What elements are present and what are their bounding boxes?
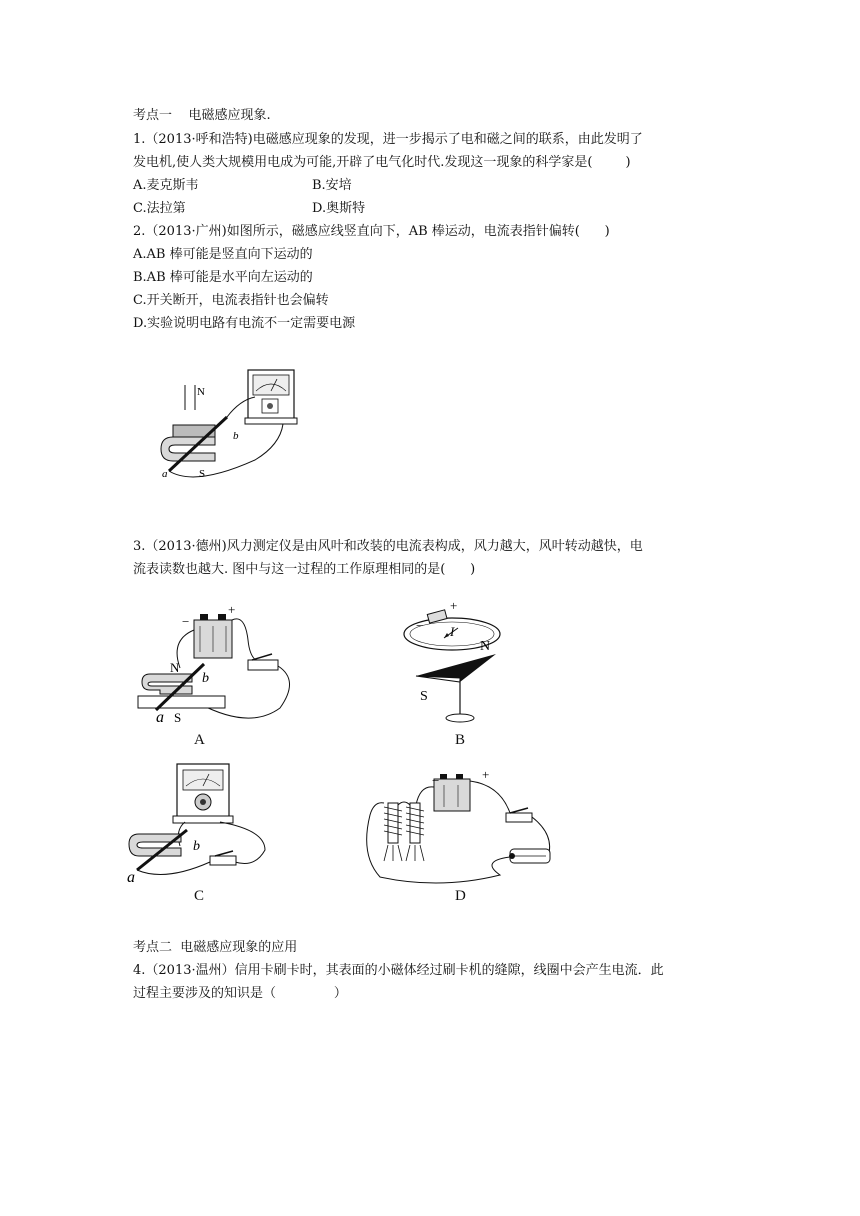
q2-label-n: N (197, 386, 205, 398)
q3-stem-line2: 流表读数也越大. 图中与这一过程的工作原理相同的是( ) (133, 562, 476, 577)
section1-title: 考点一 电磁感应现象. (133, 108, 271, 123)
q4-stem-line1: 4.（2013·温州）信用卡刷卡时，其表面的小磁体经过刷卡机的缝隙，线圈中会产生电流．此 (133, 963, 664, 978)
q2-option-a: A.AB 棒可能是竖直向下运动的 (133, 247, 313, 262)
q1-option-a: A.麦克斯韦 (133, 178, 199, 193)
q3a-label-minus: − (182, 614, 190, 629)
q3d-label-plus: + (482, 767, 490, 782)
q3-caption-c: C (194, 888, 205, 904)
q3-stem-line1: 3.（2013·德州)风力测定仪是由风叶和改装的电流表构成，风力越大，风叶转动越快，电 (133, 539, 643, 554)
section2-title: 考点二 电磁感应现象的应用 (133, 940, 298, 955)
q2-stem: 2.（2013·广州)如图所示，磁感应线竖直向下，AB 棒运动，电流表指针偏转( ) (133, 224, 610, 239)
q2-option-d: D.实验说明电路有电流不一定需要电源 (133, 316, 356, 331)
q2-label-b: b (233, 430, 239, 442)
q1-option-b: B.安培 (312, 178, 352, 193)
q3a-label-plus: + (228, 602, 236, 617)
q3c-label-b: b (193, 839, 200, 854)
q3a-label-a: a (156, 709, 164, 726)
q2-label-s: S (199, 468, 206, 480)
q3d-label-minus: − (432, 773, 440, 788)
q1-option-d: D.奥斯特 (312, 201, 366, 216)
q4-stem-line2: 过程主要涉及的知识是（ ） (133, 986, 347, 1001)
q3-figure-c (125, 760, 275, 885)
q3b-label-i: I (450, 624, 455, 639)
q2-option-b: B.AB 棒可能是水平向左运动的 (133, 270, 313, 285)
q1-stem-line1: 1.（2013·呼和浩特)电磁感应现象的发现，进一步揭示了电和磁之间的联系，由此发明了 (133, 132, 643, 147)
q3-figure-a (130, 600, 300, 730)
q2-option-c: C.开关断开，电流表指针也会偏转 (133, 293, 329, 308)
q1-stem-line2: 发电机,使人类大规模用电成为可能,开辟了电气化时代.发现这一现象的科学家是( ) (133, 155, 631, 170)
q3c-label-a: a (127, 869, 135, 885)
q3-figure-d (360, 765, 560, 885)
q3b-label-plus: + (450, 600, 458, 613)
q3a-label-s: S (174, 710, 182, 725)
q3b-label-n: N (480, 639, 491, 654)
q3b-label-minus: − (416, 618, 424, 633)
q1-option-c: C.法拉第 (133, 201, 186, 216)
q3-caption-b: B (455, 732, 466, 748)
q3-caption-a: A (194, 732, 205, 748)
q3-figure-b (400, 600, 510, 730)
q3a-label-b: b (202, 671, 209, 686)
q3a-label-n: N (170, 660, 180, 675)
q2-figure (155, 365, 305, 485)
q3-caption-d: D (455, 888, 466, 904)
q3b-label-s: S (420, 689, 428, 704)
q2-label-a: a (162, 468, 168, 480)
